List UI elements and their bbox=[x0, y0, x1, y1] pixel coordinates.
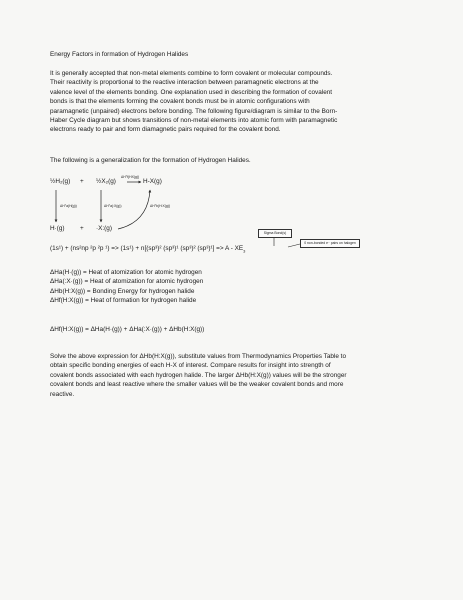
energy-equation: ΔHf(H:X(g)) = ΔHa(H·(g)) + ΔHa(:X·(g)) + ΔHb(H:X(g)) bbox=[50, 326, 205, 333]
bonding-label: ΔH°b(H:X(g)) bbox=[150, 204, 171, 208]
definition-item: ΔHf(H:X(g)) = Heat of formation for hydrogen halide bbox=[50, 297, 197, 305]
definition-item: ΔHb(H:X(g)) = Bonding Energy for hydrogen halide bbox=[50, 287, 195, 295]
intro-line: It is generally accepted that non-metal elements combine to form covalent or molecular compounds. bbox=[50, 70, 333, 77]
reactant-x2: ½X₂(g) bbox=[96, 178, 116, 185]
intro-line: valence level of the elements bonding. One explanation used in describing the formation of covalent bbox=[50, 88, 333, 96]
atomization-x-label: ΔH°a(:X(g)) bbox=[104, 204, 122, 208]
definition-item: ΔHa(H·(g)) = Heat of atomization for atomic hydrogen bbox=[50, 269, 202, 276]
intro-line: Haber Cycle diagram but shows transitions of non-metal elements into atomic form with paramagnetic bbox=[50, 117, 338, 125]
intro-line: paramagnetic (unpaired) electrons before bonding. The following figure/diagram is similar to the Born- bbox=[50, 107, 338, 115]
conclusion-line: Solve the above expression for ΔHb(H:X(g)), substitute values from Thermodynamics Properties Table to bbox=[50, 353, 347, 360]
atom-h: H·(g) bbox=[50, 225, 65, 232]
formation-label: ΔH°f(HX(g)) bbox=[121, 175, 140, 179]
atom-x: ·X:(g) bbox=[96, 225, 112, 232]
conclusion-line: covalent bonds and least reactive where the smaller values will be the weaker covalent bonds and more bbox=[50, 381, 344, 389]
conclusion-line: covalent bonds associated with each hydrogen halide. The larger ΔHb(H:X(g)) values will be the stronger bbox=[50, 371, 347, 379]
plus-sign: + bbox=[80, 225, 84, 232]
config-text: (1s¹) + (ns²np ²p ²p ¹) => (1s¹) + n[(sp³)² (sp³)¹ (sp³)² (sp³)¹] => A - XE bbox=[50, 245, 244, 252]
conclusion-line: reactive. bbox=[50, 390, 75, 398]
sigma-bond-box: Sigma Bond(s) bbox=[258, 229, 292, 238]
plus-sign: + bbox=[80, 178, 84, 185]
definition-item: ΔHa(:X·(g)) = Heat of atomization for atomic hydrogen bbox=[50, 278, 204, 286]
intro-line: Their reactivity is proportional to the reactive interaction between paramagnetic electrons at the bbox=[50, 79, 319, 87]
conclusion-line: obtain specific bonding energies of each H-X of interest. Compare results for insight into strength of bbox=[50, 362, 331, 370]
product-hx: H-X(g) bbox=[143, 178, 162, 185]
config-subscript: 3 bbox=[243, 248, 246, 254]
generalization-text: The following is a generalization for the formation of Hydrogen Halides. bbox=[50, 157, 251, 164]
electron-configuration-line bbox=[50, 244, 245, 256]
intro-line: bonds is that the elements forming the covalent bonds must be in atomic configurations with bbox=[50, 98, 310, 106]
conclusion-paragraph bbox=[50, 352, 408, 399]
nonbonded-pairs-box: 0 non-bonded e⁻ pairs on halogen bbox=[300, 239, 360, 248]
page-title: Energy Factors in formation of Hydrogen Halides bbox=[50, 51, 189, 58]
nonbonded-connector bbox=[288, 244, 300, 247]
reactant-h2: ½H₂(g) bbox=[50, 178, 71, 185]
atomization-h-label: ΔH°a(H(g)) bbox=[60, 204, 77, 208]
definitions-list bbox=[50, 268, 408, 306]
bonding-curve-arrow bbox=[118, 190, 150, 229]
intro-line: electrons ready to pair and form diamagnetic pairs required for the covalent bond. bbox=[50, 126, 281, 134]
